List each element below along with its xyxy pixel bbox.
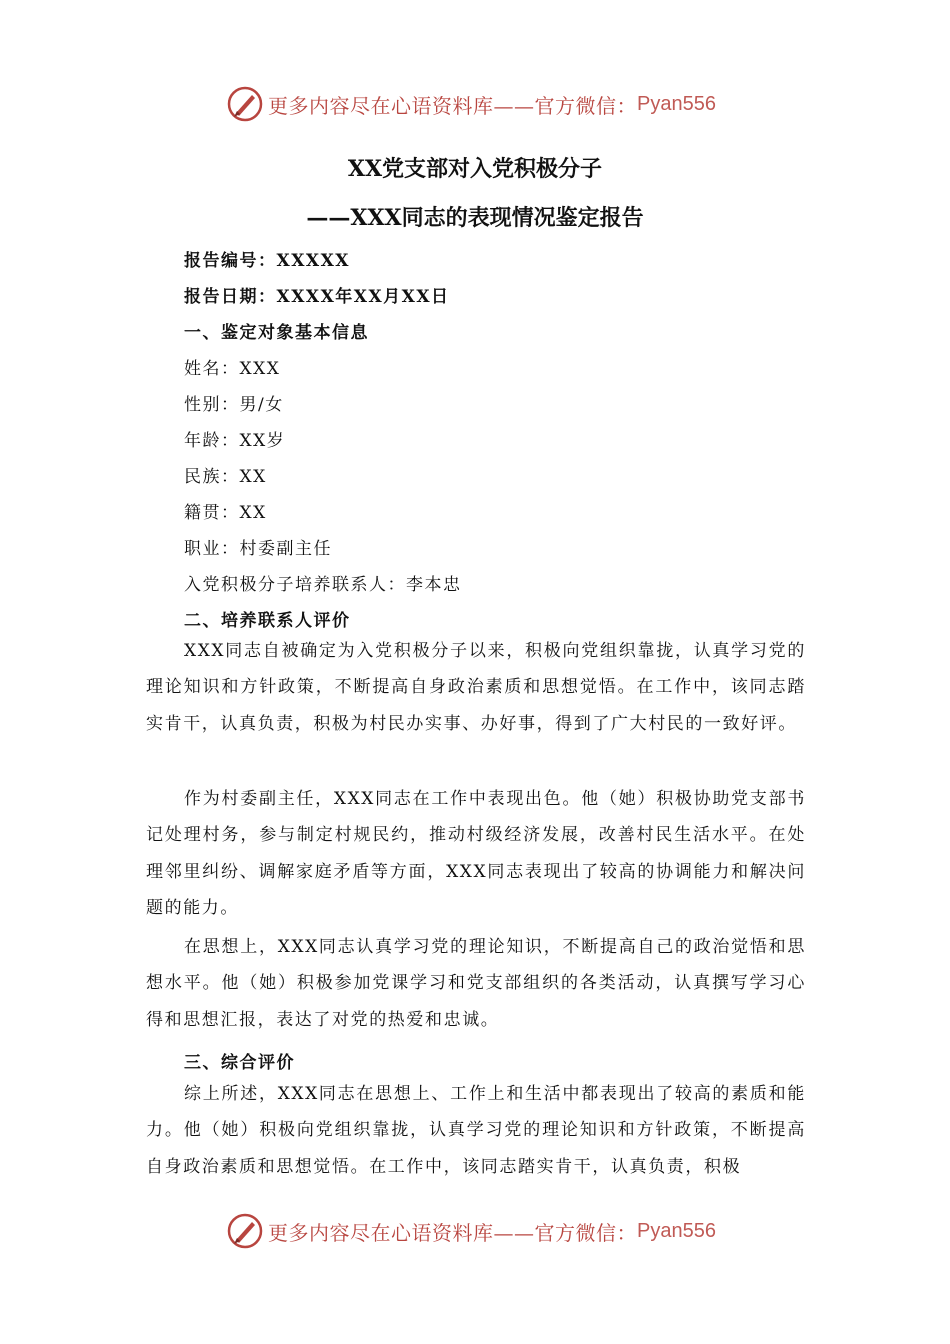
watermark-main-text: 更多内容尽在心语资料库 <box>268 1220 494 1245</box>
field-gender: 性别：男/女 <box>184 395 284 415</box>
watermark-id-text: Pyan556 <box>637 92 716 115</box>
paragraph: 作为村委副主任，XXX同志在工作中表现出色。他（她）积极协助党支部书记处理村务，参与制定村规民约，推动村级经济发展，改善村民生活水平。在处理邻里纠纷、调解家庭矛盾等方面，XXX同志表现出了较高的协调能力和解决问题的能力。 <box>146 789 806 918</box>
watermark-sub-text: ——官方微信： <box>493 1220 637 1245</box>
section-2-heading: 二、培养联系人评价 <box>184 611 351 631</box>
paragraph: 在思想上，XXX同志认真学习党的理论知识，不断提高自己的政治觉悟和思想水平。他（她）积极参加党课学习和党支部组织的各类活动，认真撰写学习心得和思想汇报，表达了对党的热爱和忠诚。 <box>146 937 806 1030</box>
report-date: 报告日期：XXXX年XX月XX日 <box>184 287 450 307</box>
document-subtitle: ——XXX同志的表现情况鉴定报告 <box>306 205 644 231</box>
field-ethnicity: 民族：XX <box>184 467 267 487</box>
report-number: 报告编号：XXXXX <box>184 251 350 271</box>
pen-logo-icon <box>226 85 264 123</box>
field-age: 年龄：XX岁 <box>184 431 286 451</box>
watermark-id-text: Pyan556 <box>637 1219 716 1242</box>
pen-logo-icon <box>226 1212 264 1250</box>
paragraph: XXX同志自被确定为入党积极分子以来，积极向党组织靠拢，认真学习党的理论知识和方针政策，不断提高自身政治素质和思想觉悟。在工作中，该同志踏实肯干，认真负责，积极为村民办实事、办好事，得到了广大村民的一致好评。 <box>146 641 806 734</box>
watermark-sub-text: ——官方微信： <box>493 93 637 118</box>
field-contact-person: 入党积极分子培养联系人：李本忠 <box>184 575 462 595</box>
paragraph: 综上所述，XXX同志在思想上、工作上和生活中都表现出了较高的素质和能力。他（她）积极向党组织靠拢，认真学习党的理论知识和方针政策，不断提高自身政治素质和思想觉悟。在工作中，该同志踏实肯干，认真负责，积极 <box>146 1084 806 1177</box>
watermark-main-text: 更多内容尽在心语资料库 <box>268 93 494 118</box>
field-name: 姓名：XXX <box>184 359 281 379</box>
section-3-heading: 三、综合评价 <box>184 1053 295 1073</box>
watermark-banner-bottom <box>226 1211 716 1251</box>
field-native-place: 籍贯：XX <box>184 503 267 523</box>
section-1-heading: 一、鉴定对象基本信息 <box>184 323 369 343</box>
watermark-banner-top <box>226 84 716 124</box>
field-occupation: 职业：村委副主任 <box>184 539 332 559</box>
document-title: XX党支部对入党积极分子 <box>347 156 603 182</box>
